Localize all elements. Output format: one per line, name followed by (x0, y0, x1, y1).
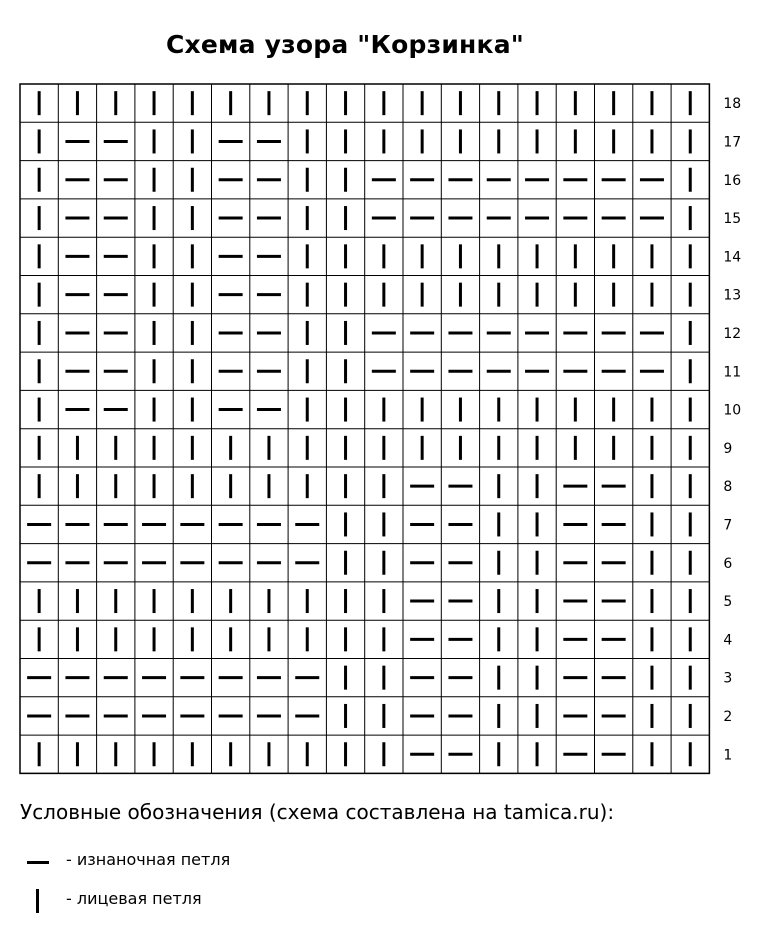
row-number-label: 6 (723, 555, 733, 572)
chart-grid-lines (20, 84, 709, 773)
row-number-label: 3 (723, 670, 733, 687)
chart-title: Схема узора "Корзинка" (165, 30, 524, 59)
row-number-label: 11 (723, 364, 742, 381)
purl-dash-icon (27, 861, 49, 864)
legend-label-knit: - лицевая петля (66, 889, 202, 908)
row-number-label: 16 (723, 172, 742, 189)
row-number-label: 15 (723, 211, 742, 228)
row-number-label: 1 (723, 747, 733, 764)
row-number-label: 12 (723, 325, 742, 342)
row-number-label: 4 (723, 632, 733, 649)
row-number-labels (723, 96, 741, 763)
legend-item-purl (0, 848, 400, 874)
row-number-label: 10 (723, 402, 742, 419)
row-number-label: 13 (723, 287, 742, 304)
legend-item-knit (0, 887, 400, 913)
row-number-label: 14 (723, 249, 742, 266)
row-number-label: 5 (723, 594, 733, 611)
knit-bar-icon (36, 889, 39, 913)
row-number-label: 2 (723, 708, 733, 725)
legend-label-purl: - изнаночная петля (66, 850, 231, 869)
row-number-label: 7 (723, 517, 733, 534)
row-number-label: 18 (723, 96, 742, 113)
row-number-label: 17 (723, 134, 742, 151)
row-number-label: 9 (723, 440, 733, 457)
legend-title: Условные обозначения (схема составлена на tamica.ru): (20, 800, 615, 824)
row-number-label: 8 (723, 479, 733, 496)
